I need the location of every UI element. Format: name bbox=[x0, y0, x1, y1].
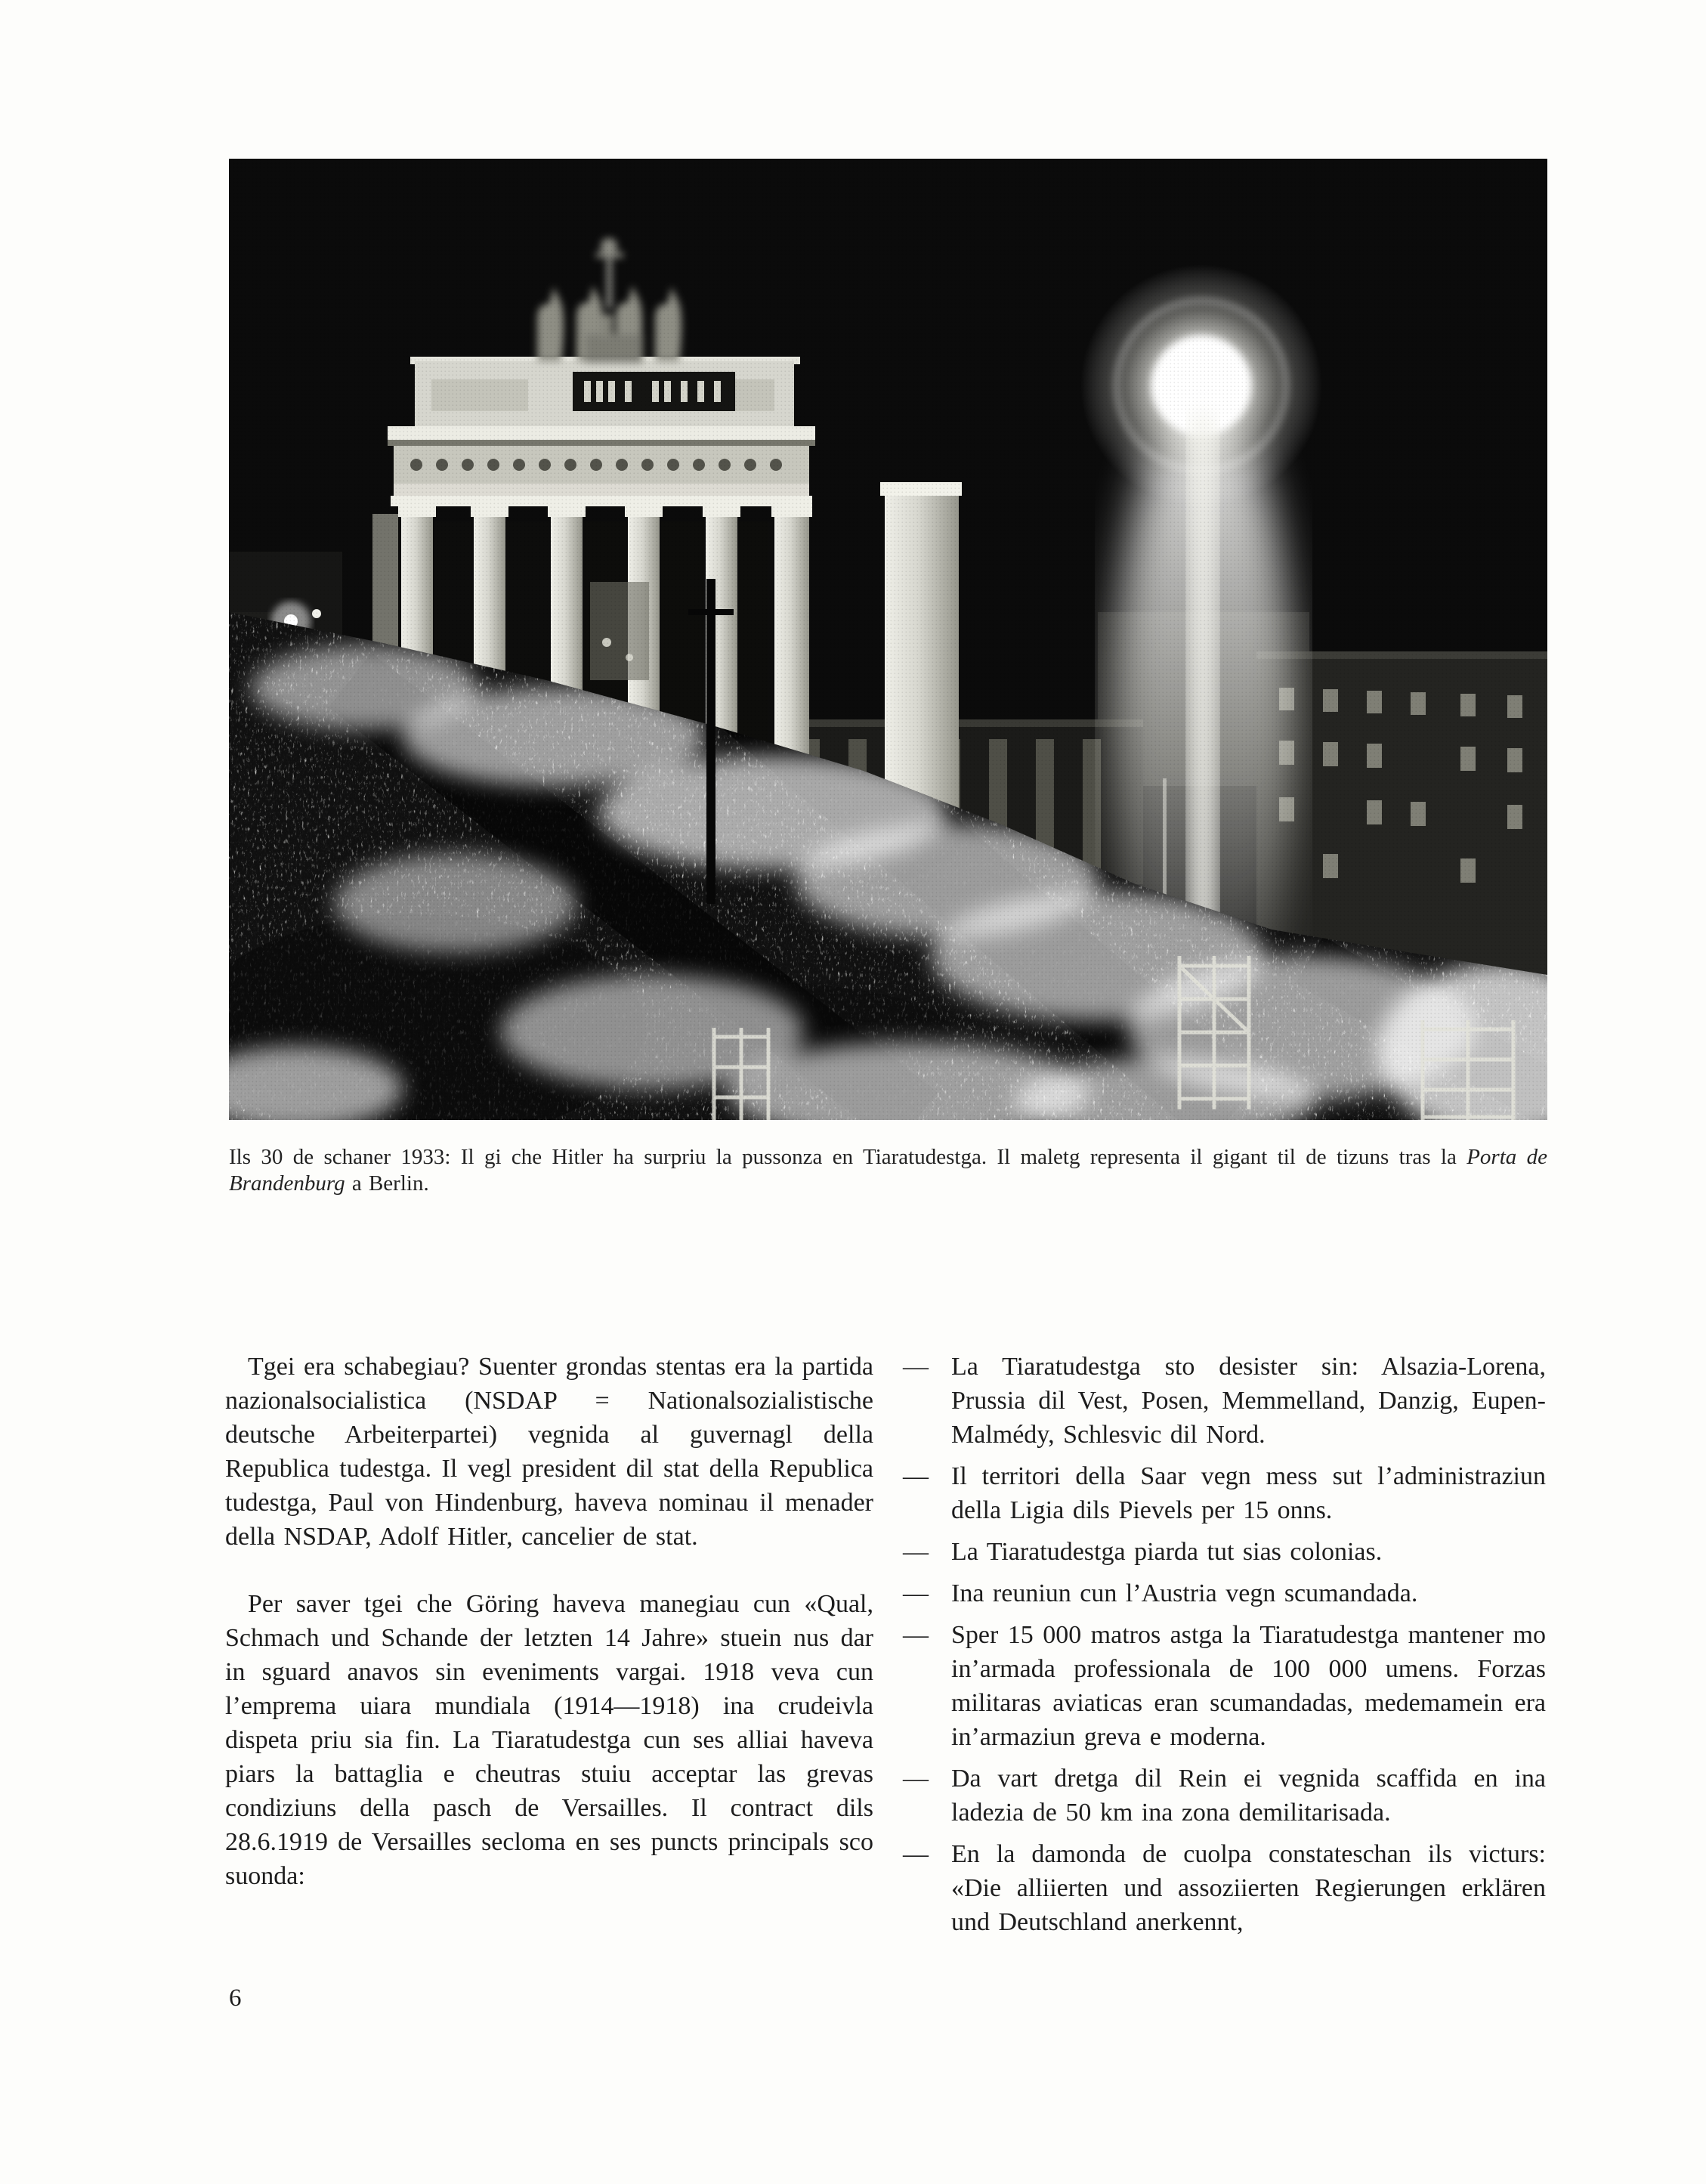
treaty-item-austria bbox=[901, 1576, 1546, 1610]
left-text-column bbox=[225, 1350, 873, 1893]
photo-brandenburg-gate bbox=[229, 159, 1547, 1120]
night-parade-photo-illustration bbox=[229, 159, 1547, 1120]
right-text-column bbox=[901, 1350, 1546, 1947]
treaty-item-army bbox=[901, 1618, 1546, 1754]
caption-italic-phrase: Porta de Brandenburg bbox=[229, 1145, 1547, 1196]
treaty-item-territories bbox=[901, 1350, 1546, 1452]
list-item-text: La Tiaratudestga sto desister sin: Alsazia-Lorena, Prussia dil Vest, Posen, Memmelland, Danzig, Eupen-Malmédy, Schlesvic dil Nord. bbox=[951, 1353, 1546, 1449]
treaty-item-guilt bbox=[901, 1837, 1546, 1939]
treaty-item-saar bbox=[901, 1459, 1546, 1527]
dash-marker: — bbox=[903, 1353, 929, 1381]
list-item-text: Il territori della Saar vegn mess sut l’administraziun della Ligia dils Pievels per 15 onns. bbox=[951, 1462, 1546, 1524]
list-item-text: Sper 15 000 matros astga la Tiaratudestga mantener mo in’armada professionala de 100 000 umens. Forzas militaras aviaticas eran scumandadas, medemamein era in’armaziun greva e moderna. bbox=[951, 1621, 1546, 1751]
paragraph-2: Per saver tgei che Göring haveva manegiau cun «Qual, Schmach und Schande der letzten 14 Jahre» stuein nus dar in sguard anavos sin eveniments vargai. 1918 veva cun l’emprema uiara mundiala (1914—1918) ina crudeivla dispeta priu sia fin. La Tiaratudestga cun ses alliai haveva piars la battaglia e cheutras stuiu acceptar las grevas condiziuns della pasch de Versailles. Il contract dils 28.6.1919 de Versailles secloma en ses puncts principals sco suonda: bbox=[225, 1590, 873, 1890]
dash-marker: — bbox=[903, 1462, 929, 1490]
page-number: 6 bbox=[229, 1984, 242, 2012]
caption-text-start: Ils 30 de schaner 1933: Il gi che Hitler ha surpriu la pussonza en Tiaratudestga. Il maletg representa il gigant til de tizuns tras la bbox=[229, 1145, 1467, 1169]
dash-marker: — bbox=[903, 1579, 929, 1607]
list-item-text: La Tiaratudestga piarda tut sias colonias. bbox=[951, 1538, 1383, 1566]
halftone-overlay bbox=[229, 159, 1547, 1120]
dash-marker: — bbox=[903, 1621, 929, 1649]
dash-marker: — bbox=[903, 1538, 929, 1566]
treaty-item-rhineland bbox=[901, 1762, 1546, 1830]
paragraph-1: Tgei era schabegiau? Suenter grondas stentas era la partida nazionalsocialistica (NSDAP = Nationalsozialistische deutsche Arbeiterpartei) vegnida al guvernagl della Republica tudestga. Il vegl president dil stat della Republica tudestga, Paul von Hindenburg, haveva nominau il menader della NSDAP, Adolf Hitler, cancelier de stat. bbox=[225, 1353, 873, 1551]
photo-caption bbox=[229, 1144, 1547, 1197]
dash-marker: — bbox=[903, 1765, 929, 1793]
caption-text-end: a Berlin. bbox=[345, 1171, 429, 1196]
dash-marker: — bbox=[903, 1840, 929, 1868]
list-item-text: Ina reuniun cun l’Austria vegn scumandada. bbox=[951, 1579, 1418, 1607]
treaty-item-colonies bbox=[901, 1535, 1546, 1569]
list-item-text: Da vart dretga dil Rein ei vegnida scaffida en ina ladezia de 50 km ina zona demilitarisada. bbox=[951, 1765, 1546, 1827]
list-item-text: En la damonda de cuolpa constateschan ils victurs: «Die alliierten und assoziierten Regierungen erklären und Deutschland anerkennt, bbox=[951, 1840, 1546, 1936]
